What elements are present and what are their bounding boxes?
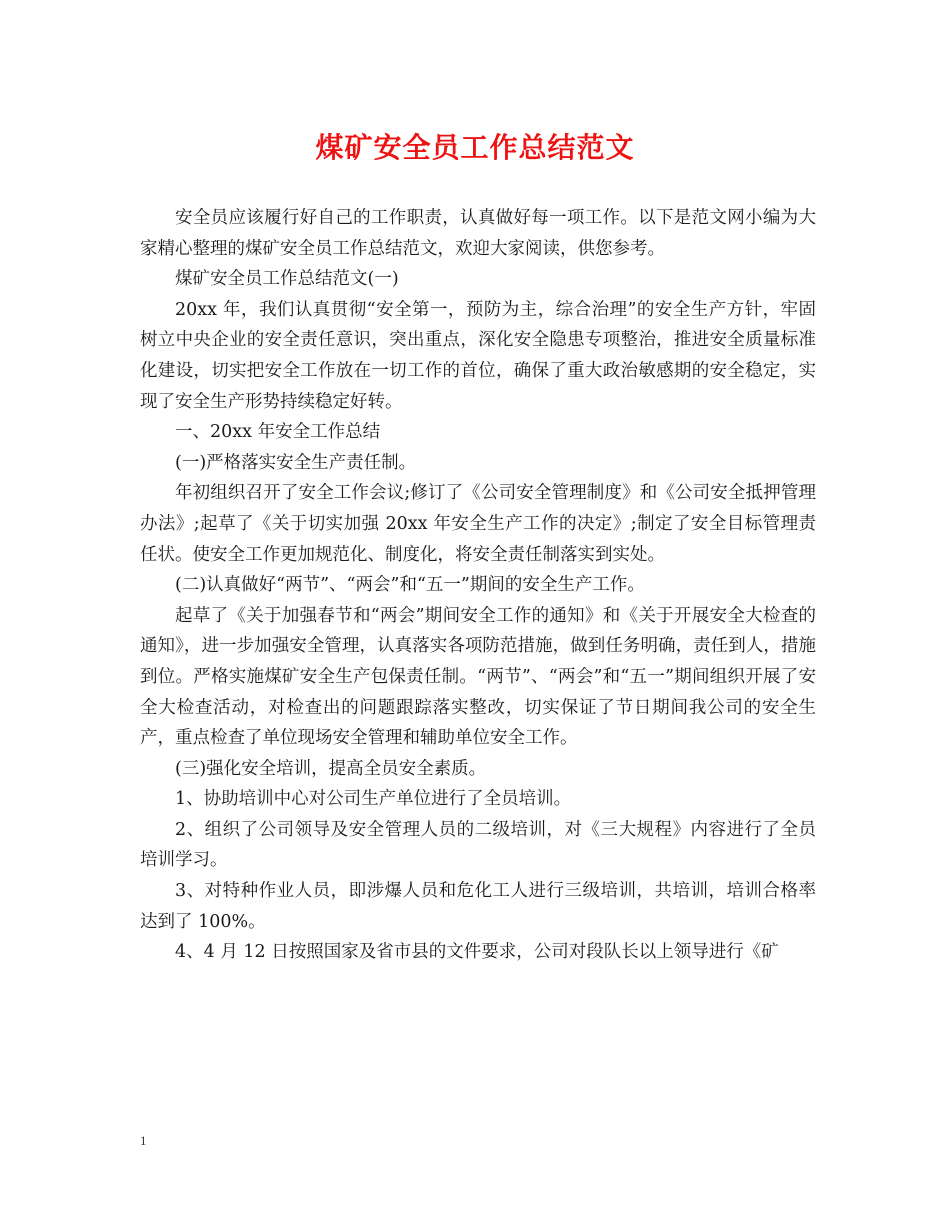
paragraph-overview: 20xx 年，我们认真贯彻“安全第一，预防为主，综合治理”的安全生产方针，牢固树立中央企业的安全责任意识，突出重点，深化安全隐患专项整治，推进安全质量标准化建设，切实把安全工作放在一切工作的首位，确保了重大政治敏感期的安全稳定，实现了安全生产形势持续稳定好转。 [140,299,816,412]
document-title: 煤矿安全员工作总结范文 [315,131,635,164]
paragraph-subtitle: 煤矿安全员工作总结范文(一) [175,269,399,290]
section-heading: 一、20xx 年安全工作总结 [175,422,381,443]
subsection-heading: (一)严格落实安全生产责任制。 [175,452,417,473]
paragraph: 年初组织召开了安全工作会议;修订了《公司安全管理制度》和《公司安全抵押管理办法》;起草了《关于切实加强 20xx 年安全生产工作的决定》;制定了安全目标管理责任状。使安全工作更加规范化、制度化，将安全责任制落实到实处。 [140,483,816,565]
document-body [140,203,816,968]
page-number: 1 [140,1133,147,1148]
list-item: 4、4 月 12 日按照国家及省市县的文件要求，公司对段队长以上领导进行《矿 [175,942,779,963]
list-item: 2、组织了公司领导及安全管理人员的二级培训，对《三大规程》内容进行了全员培训学习。 [140,819,816,871]
paragraph: 起草了《关于加强春节和“两会”期间安全工作的通知》和《关于开展安全大检查的通知》，进一步加强安全管理，认真落实各项防范措施，做到任务明确，责任到人，措施到位。严格实施煤矿安全生产包保责任制。“两节”、“两会”和“五一”期间组织开展了安全大检查活动，对检查出的问题跟踪落实整改，切实保证了节日期间我公司的安全生产，重点检查了单位现场安全管理和辅助单位安全工作。 [140,605,816,749]
subsection-heading: (二)认真做好“两节”、“两会”和“五一”期间的安全生产工作。 [175,575,645,596]
subsection-heading: (三)强化安全培训，提高全员安全素质。 [175,758,487,779]
paragraph-intro: 安全员应该履行好自己的工作职责，认真做好每一项工作。以下是范文网小编为大家精心整理的煤矿安全员工作总结范文，欢迎大家阅读，供您参考。 [140,208,816,259]
list-item: 3、对特种作业人员，即涉爆人员和危化工人进行三级培训，共培训，培训合格率达到了 100%。 [140,881,816,932]
list-item: 1、协助培训中心对公司生产单位进行了全员培训。 [175,789,572,810]
